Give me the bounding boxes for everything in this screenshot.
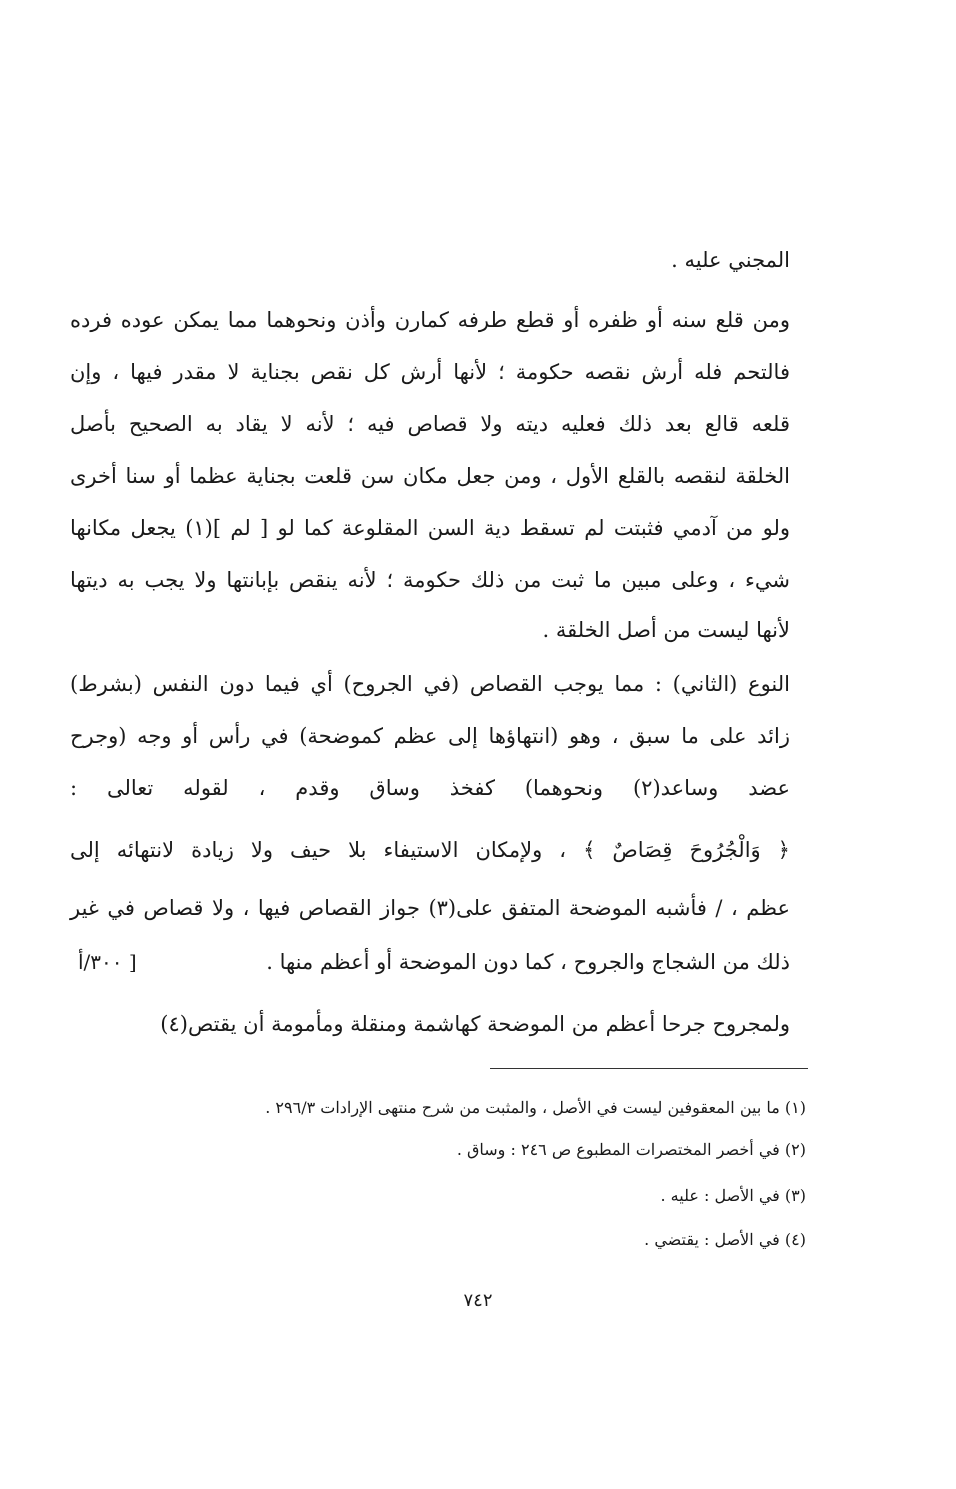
footnote: (١) ما بين المعقوفين ليست في الأصل ، والمثبت من شرح منتهى الإرادات ٢٩٦/٣ . bbox=[265, 1098, 806, 1117]
text-line: الخلقة لنقصه بالقلع الأول ، ومن جعل مكان سن قلعت بجناية عظما أو سنا أخرى bbox=[70, 464, 790, 488]
text-line: ﴿ وَالْجُرُوحَ قِصَاصٌ ﴾ ، ولإمكان الاستيفاء بلا حيف ولا زيادة لانتهائه إلى bbox=[70, 838, 790, 862]
text-line: لأنها ليست من أصل الخلقة . bbox=[542, 618, 790, 642]
text-line: عضد وساعد(٢) ونحوهما) كفخذ وساق وقدم ، لقوله تعالى : bbox=[70, 776, 790, 800]
text-line: ولمجروح جرحا أعظم من الموضحة كهاشمة ومنقلة ومأمومة أن يقتص(٤) bbox=[160, 1012, 790, 1036]
text-line: النوع (الثاني) : مما يوجب القصاص (في الجروح) أي فيما دون النفس (بشرط) bbox=[70, 672, 790, 696]
text-line: قلعه قالع بعد ذلك فعليه ديته ولا قصاص فيه ؛ لأنه لا يقاد به الصحيح بأصل bbox=[70, 412, 790, 436]
margin-reference: [ ٣٠٠/أ bbox=[78, 950, 137, 974]
text-line: ولو من آدمي فثبتت لم تسقط دية السن المقلوعة كما لو [ لم ](١) يجعل مكانها bbox=[70, 516, 790, 540]
text-line: ومن قلع سنه أو ظفره أو قطع طرفه كمارن وأذن ونحوهما مما يمكن عوده فرده bbox=[70, 308, 790, 332]
text-line: ذلك من الشجاج والجروح ، كما دون الموضحة أو أعظم منها . bbox=[266, 950, 790, 974]
page-number: ٧٤٢ bbox=[463, 1290, 493, 1311]
text-line: المجني عليه . bbox=[671, 248, 790, 272]
text-line: زائد على ما سبق ، وهو (انتهاؤها إلى عظم كموضحة) في رأس أو وجه (وجرح bbox=[70, 724, 790, 748]
text-line: فالتحم فله أرش نقصه حكومة ؛ لأنها أرش كل نقص بجناية لا مقدر فيها ، وإن bbox=[70, 360, 790, 384]
footnote: (٣) في الأصل : عليه . bbox=[660, 1186, 806, 1205]
footnote-separator bbox=[490, 1068, 808, 1069]
text-line: شيء ، وعلى مبين ما ثبت من ذلك حكومة ؛ لأنه ينقص بإبانتها ولا يجب به ديتها bbox=[70, 568, 790, 592]
footnote: (٢) في أخصر المختصرات المطبوع ص ٢٤٦ : وساق . bbox=[456, 1140, 806, 1159]
footnote: (٤) في الأصل : يقتضي . bbox=[644, 1230, 806, 1249]
text-line: عظم ، / فأشبه الموضحة المتفق على(٣) جواز القصاص فيها ، ولا قصاص في غير bbox=[70, 896, 790, 920]
